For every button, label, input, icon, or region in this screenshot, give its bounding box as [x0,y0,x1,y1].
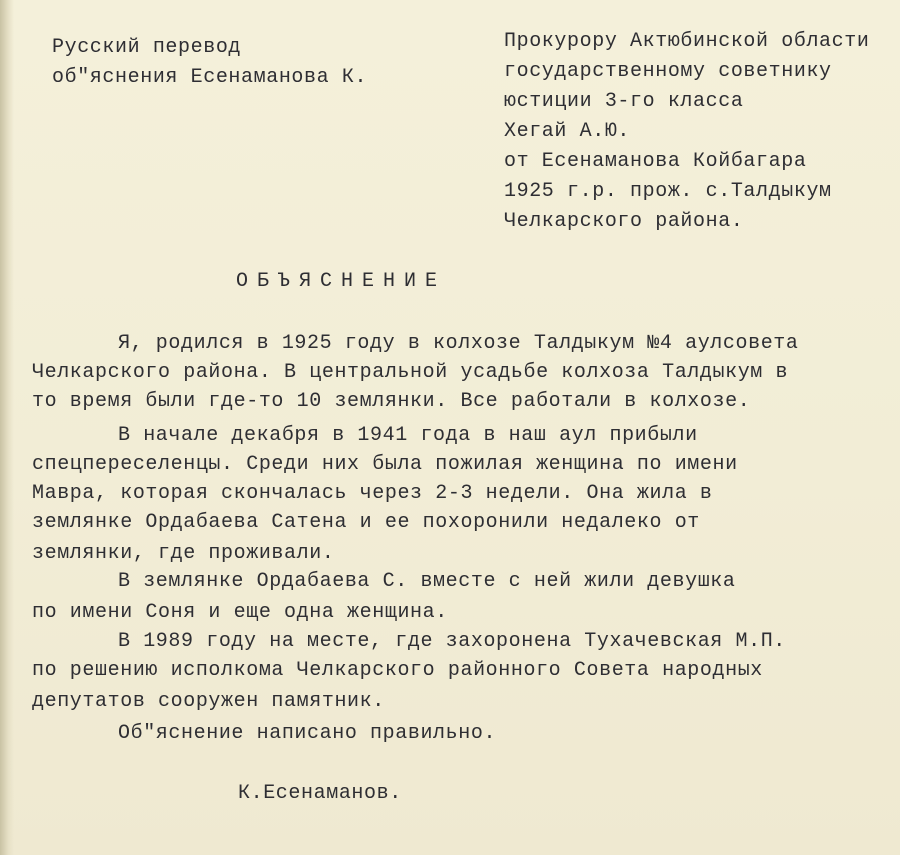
body-line-13: депутатов сооружен памятник. [32,690,385,713]
body-line-10: по имени Соня и еще одна женщина. [32,601,448,624]
body-line-11: В 1989 году на месте, где захоронена Тухачевская М.П. [118,630,786,653]
addressee-line-1: Прокурору Актюбинской области [504,30,870,53]
sender-line-1: от Есенаманова Койбагара [504,150,807,173]
addressee-line-2: государственному советнику [504,60,832,83]
signature: К.Есенаманов. [238,782,402,805]
body-line-4: В начале декабря в 1941 года в наш аул прибыли [118,424,698,447]
body-line-8: землянки, где проживали. [32,542,335,565]
body-line-1: Я, родился в 1925 году в колхозе Талдыкум №4 аулсовета [118,332,799,355]
sender-line-3: Челкарского района. [504,210,744,233]
body-line-6: Мавра, которая скончалась через 2-3 недели. Она жила в [32,482,713,505]
body-line-2: Челкарского района. В центральной усадьбе колхоза Талдыкум в [32,361,789,384]
body-line-9: В землянке Ордабаева С. вместе с ней жили девушка [118,570,736,593]
addressee-line-3: юстиции 3-го класса [504,90,744,113]
addressee-line-4: Хегай А.Ю. [504,120,631,143]
body-line-7: землянке Ордабаева Сатена и ее похоронили недалеко от [32,511,700,534]
body-line-14: Об"яснение написано правильно. [118,722,497,745]
document-title: ОБЪЯСНЕНИЕ [236,270,447,293]
body-line-3: то время были где-то 10 землянки. Все работали в колхозе. [32,390,751,413]
body-line-5: спецпереселенцы. Среди них была пожилая женщина по имени [32,453,738,476]
body-line-12: по решению исполкома Челкарского районного Совета народных [32,659,763,682]
translation-note-line-2: об"яснения Есенаманова К. [52,66,368,89]
page-edge-shadow [0,0,14,855]
sender-line-2: 1925 г.р. прож. с.Талдыкум [504,180,832,203]
translation-note-line-1: Русский перевод [52,36,242,59]
